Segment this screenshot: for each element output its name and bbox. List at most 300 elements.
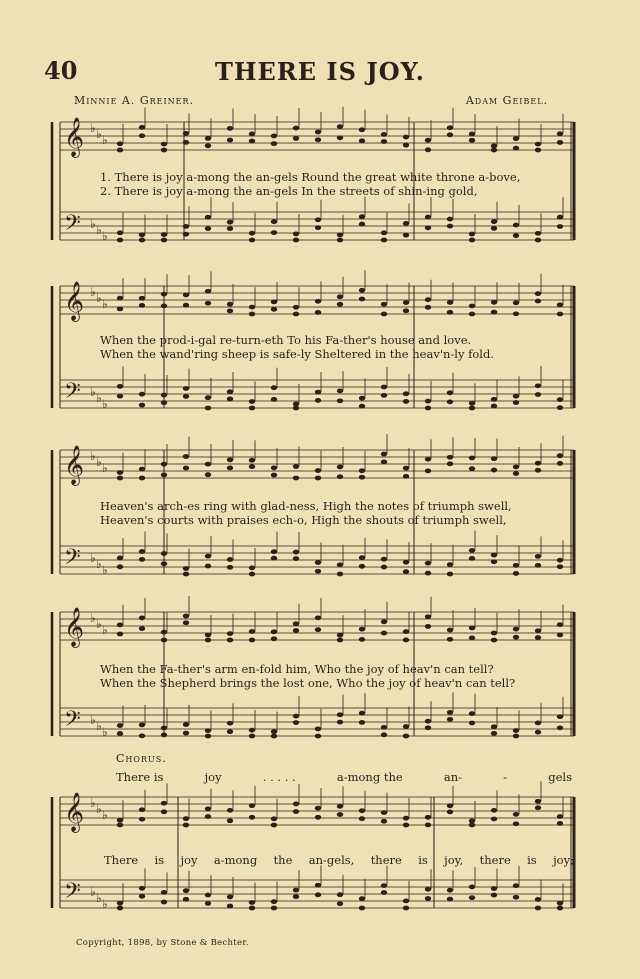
chorus-word: is <box>418 853 428 867</box>
note-head <box>425 823 431 828</box>
note-head <box>447 132 453 137</box>
note-head <box>271 134 277 139</box>
note-head <box>139 626 145 631</box>
bass-clef-icon: 𝄢 <box>64 707 81 737</box>
note-head <box>337 638 343 643</box>
note-head <box>183 897 189 902</box>
note-head <box>293 126 299 131</box>
note-head <box>227 808 233 813</box>
note-head <box>557 302 563 307</box>
note-head <box>425 138 431 143</box>
chorus-word: a-mong <box>213 853 258 867</box>
note-head <box>183 131 189 136</box>
note-head <box>293 136 299 141</box>
chorus-label: Chorus. <box>116 752 167 765</box>
note-head <box>469 466 475 471</box>
note-head <box>557 622 563 627</box>
note-head <box>491 404 497 409</box>
note-head <box>315 726 321 731</box>
note-head <box>381 302 387 307</box>
note-head <box>359 214 365 219</box>
note-head <box>117 564 123 569</box>
note-head <box>227 638 233 643</box>
note-head <box>469 895 475 900</box>
note-head <box>315 615 321 620</box>
note-head <box>337 712 343 717</box>
note-head <box>403 474 409 479</box>
note-head <box>183 293 189 298</box>
note-head <box>117 906 123 911</box>
note-head <box>359 396 365 401</box>
note-head <box>227 818 233 823</box>
treble-clef-icon: 𝄞 <box>64 445 85 485</box>
note-head <box>447 803 453 808</box>
note-head <box>249 815 255 820</box>
note-head <box>337 124 343 129</box>
note-head <box>557 821 563 826</box>
note-head <box>513 812 519 817</box>
note-head <box>447 461 453 466</box>
note-head <box>557 397 563 402</box>
note-head <box>359 906 365 911</box>
note-head <box>359 720 365 725</box>
note-head <box>315 390 321 395</box>
verse-1-line: When the prod-i-gal re-turn-eth To his Fa-ther's house and love. <box>100 333 472 347</box>
verse-1-line: Heaven's arch-es ring with glad-ness, High the notes of triumph swell, <box>100 499 512 513</box>
note-head <box>271 385 277 390</box>
note-head <box>337 135 343 140</box>
note-head <box>249 238 255 243</box>
note-head <box>293 238 299 243</box>
note-head <box>249 803 255 808</box>
note-head <box>139 557 145 562</box>
note-head <box>315 892 321 897</box>
note-head <box>139 549 145 554</box>
note-head <box>315 130 321 135</box>
note-head <box>469 635 475 640</box>
flat-icon: ♭ <box>96 719 102 733</box>
note-head <box>227 226 233 231</box>
note-head <box>337 302 343 307</box>
note-head <box>139 467 145 472</box>
note-head <box>513 146 519 151</box>
note-head <box>403 906 409 911</box>
flat-icon: ♭ <box>102 623 108 637</box>
note-head <box>381 230 387 235</box>
chorus-word: is <box>154 853 165 867</box>
flat-icon: ♭ <box>90 796 96 810</box>
note-head <box>513 563 519 568</box>
note-head <box>227 631 233 636</box>
note-head <box>447 888 453 893</box>
note-head <box>447 572 453 577</box>
note-head <box>447 300 453 305</box>
note-head <box>205 215 211 220</box>
note-head <box>227 565 233 570</box>
note-head <box>447 628 453 633</box>
note-head <box>271 729 277 734</box>
note-head <box>205 136 211 141</box>
note-head <box>183 566 189 571</box>
note-head <box>117 723 123 728</box>
bass-clef-icon: 𝄢 <box>64 211 81 241</box>
note-head <box>447 390 453 395</box>
note-head <box>491 886 497 891</box>
note-head <box>205 395 211 400</box>
note-head <box>315 217 321 222</box>
note-head <box>271 230 277 235</box>
note-head <box>293 464 299 469</box>
note-head <box>161 732 167 737</box>
note-head <box>315 806 321 811</box>
note-head <box>293 305 299 310</box>
note-head <box>513 734 519 739</box>
note-head <box>249 458 255 463</box>
note-head <box>117 823 123 828</box>
note-head <box>359 816 365 821</box>
note-head <box>183 816 189 821</box>
note-head <box>557 558 563 563</box>
note-head <box>183 823 189 828</box>
note-head <box>139 232 145 237</box>
composer-credit: Adam Geibel. <box>465 94 548 107</box>
note-head <box>337 474 343 479</box>
note-head <box>513 300 519 305</box>
note-head <box>161 472 167 477</box>
flat-icon: ♭ <box>102 397 108 411</box>
note-head <box>469 132 475 137</box>
note-head <box>117 394 123 399</box>
note-head <box>117 384 123 389</box>
note-head <box>315 627 321 632</box>
note-head <box>425 725 431 730</box>
note-head <box>425 561 431 566</box>
note-head <box>513 635 519 640</box>
note-head <box>447 455 453 460</box>
note-head <box>469 401 475 406</box>
note-head <box>469 406 475 411</box>
note-head <box>205 806 211 811</box>
note-head <box>491 631 497 636</box>
note-head <box>293 621 299 626</box>
note-head <box>315 468 321 473</box>
note-head <box>205 734 211 739</box>
note-head <box>139 886 145 891</box>
flat-icon: ♭ <box>102 897 108 911</box>
note-head <box>469 138 475 143</box>
note-head <box>205 301 211 306</box>
note-head <box>425 896 431 901</box>
note-head <box>227 904 233 909</box>
note-head <box>469 626 475 631</box>
chorus-word: joy; <box>553 853 574 867</box>
note-head <box>337 294 343 299</box>
note-head <box>491 731 497 736</box>
flat-icon: ♭ <box>90 449 96 463</box>
note-head <box>557 714 563 719</box>
note-head <box>447 710 453 715</box>
note-head <box>425 457 431 462</box>
note-head <box>403 221 409 226</box>
note-head <box>271 556 277 561</box>
note-head <box>469 823 475 828</box>
chorus-word: joy <box>204 770 222 784</box>
note-head <box>425 624 431 629</box>
note-head <box>469 556 475 561</box>
note-head <box>315 560 321 565</box>
note-head <box>359 288 365 293</box>
note-head <box>513 465 519 470</box>
note-head <box>161 726 167 731</box>
note-head <box>161 809 167 814</box>
note-head <box>359 637 365 642</box>
note-head <box>293 720 299 725</box>
note-head <box>139 133 145 138</box>
note-head <box>315 569 321 574</box>
note-head <box>425 887 431 892</box>
flat-icon: ♭ <box>96 891 102 905</box>
note-head <box>227 729 233 734</box>
note-head <box>249 464 255 469</box>
note-head <box>227 895 233 900</box>
note-head <box>425 305 431 310</box>
lyricist-credit: Minnie A. Greiner. <box>74 94 195 107</box>
note-head <box>139 303 145 308</box>
note-head <box>249 565 255 570</box>
note-head <box>403 135 409 140</box>
note-head <box>491 226 497 231</box>
note-head <box>293 802 299 807</box>
note-head <box>403 560 409 565</box>
note-head <box>117 731 123 736</box>
flat-icon: ♭ <box>90 385 96 399</box>
note-head <box>557 405 563 410</box>
note-head <box>447 399 453 404</box>
note-head <box>337 892 343 897</box>
note-head <box>425 215 431 220</box>
note-head <box>491 310 497 315</box>
note-head <box>491 893 497 898</box>
note-head <box>425 468 431 473</box>
note-head <box>205 226 211 231</box>
note-head <box>491 817 497 822</box>
note-head <box>139 476 145 481</box>
note-head <box>425 225 431 230</box>
note-head <box>249 231 255 236</box>
note-head <box>161 890 167 895</box>
note-head <box>403 899 409 904</box>
chorus-word: there <box>479 853 511 867</box>
note-head <box>271 473 277 478</box>
note-head <box>205 901 211 906</box>
note-head <box>227 309 233 314</box>
note-head <box>535 142 541 147</box>
bass-clef-icon: 𝄢 <box>64 879 81 909</box>
note-head <box>183 888 189 893</box>
note-head <box>425 815 431 820</box>
note-head <box>557 906 563 911</box>
note-head <box>403 308 409 313</box>
flat-icon: ♭ <box>90 217 96 231</box>
verse-2-line: 2. There is joy a-mong the an-gels In the streets of shin-ing gold, <box>100 184 478 198</box>
note-head <box>271 636 277 641</box>
note-head <box>403 638 409 643</box>
note-head <box>381 557 387 562</box>
note-head <box>403 233 409 238</box>
note-head <box>205 554 211 559</box>
note-head <box>205 814 211 819</box>
note-head <box>271 549 277 554</box>
chorus-word: joy, <box>444 853 464 867</box>
flat-icon: ♭ <box>90 285 96 299</box>
note-head <box>381 132 387 137</box>
note-head <box>161 400 167 405</box>
note-head <box>359 711 365 716</box>
note-head <box>271 629 277 634</box>
note-head <box>227 721 233 726</box>
note-head <box>557 901 563 906</box>
note-head <box>491 300 497 305</box>
note-head <box>359 222 365 227</box>
note-head <box>359 127 365 132</box>
note-head <box>403 466 409 471</box>
note-head <box>425 571 431 576</box>
note-head <box>293 809 299 814</box>
chorus-word: gels <box>548 770 572 784</box>
note-head <box>161 292 167 297</box>
note-head <box>513 394 519 399</box>
note-head <box>161 801 167 806</box>
flat-icon: ♭ <box>96 223 102 237</box>
note-head <box>513 895 519 900</box>
note-head <box>403 300 409 305</box>
verse-2-line: When the wand'ring sheep is safe-ly Sheltered in the heav'n-ly fold. <box>100 347 494 361</box>
note-head <box>513 471 519 476</box>
note-head <box>117 818 123 823</box>
note-head <box>557 224 563 229</box>
note-head <box>337 720 343 725</box>
note-head <box>337 572 343 577</box>
note-head <box>359 475 365 480</box>
note-head <box>183 394 189 399</box>
note-head <box>117 148 123 153</box>
note-head <box>513 233 519 238</box>
note-head <box>535 554 541 559</box>
note-head <box>249 728 255 733</box>
chorus-word: an-gels, <box>308 853 355 867</box>
note-head <box>403 143 409 148</box>
note-head <box>447 310 453 315</box>
note-head <box>535 231 541 236</box>
note-head <box>271 397 277 402</box>
note-head <box>535 468 541 473</box>
note-head <box>337 388 343 393</box>
note-head <box>557 633 563 638</box>
note-head <box>535 383 541 388</box>
note-head <box>183 303 189 308</box>
note-head <box>359 627 365 632</box>
note-head <box>447 809 453 814</box>
note-head <box>161 638 167 643</box>
note-head <box>271 307 277 312</box>
flat-icon: ♭ <box>102 297 108 311</box>
note-head <box>205 289 211 294</box>
note-head <box>139 807 145 812</box>
note-head <box>557 725 563 730</box>
note-head <box>513 728 519 733</box>
note-head <box>205 564 211 569</box>
note-head <box>447 637 453 642</box>
note-head <box>535 906 541 911</box>
note-head <box>403 569 409 574</box>
note-head <box>117 238 123 243</box>
note-head <box>469 711 475 716</box>
note-head <box>381 139 387 144</box>
note-head <box>381 565 387 570</box>
note-head <box>469 456 475 461</box>
note-head <box>557 461 563 466</box>
note-head <box>183 232 189 237</box>
note-head <box>227 397 233 402</box>
note-head <box>117 141 123 146</box>
note-head <box>513 883 519 888</box>
note-head <box>293 550 299 555</box>
note-head <box>315 476 321 481</box>
chorus-upper-words <box>116 770 572 784</box>
note-head <box>249 139 255 144</box>
note-head <box>381 732 387 737</box>
flat-icon: ♭ <box>96 617 102 631</box>
note-head <box>161 148 167 153</box>
note-head <box>557 312 563 317</box>
note-head <box>183 722 189 727</box>
note-head <box>315 398 321 403</box>
note-head <box>271 899 277 904</box>
note-head <box>161 304 167 309</box>
note-head <box>315 137 321 142</box>
note-head <box>403 823 409 828</box>
note-head <box>535 299 541 304</box>
note-head <box>337 804 343 809</box>
note-head <box>117 306 123 311</box>
note-head <box>447 224 453 229</box>
note-head <box>359 138 365 143</box>
note-head <box>249 312 255 317</box>
note-head <box>183 620 189 625</box>
note-head <box>183 614 189 619</box>
note-head <box>139 296 145 301</box>
chorus-word: There is <box>116 770 164 784</box>
flat-icon: ♭ <box>96 391 102 405</box>
page-number: 40 <box>44 56 78 85</box>
note-head <box>227 389 233 394</box>
note-head <box>161 462 167 467</box>
note-head <box>227 138 233 143</box>
note-head <box>293 312 299 317</box>
bass-clef-icon: 𝄢 <box>64 379 81 409</box>
note-head <box>557 215 563 220</box>
note-head <box>469 304 475 309</box>
note-head <box>249 900 255 905</box>
note-head <box>205 893 211 898</box>
note-head <box>381 385 387 390</box>
verse-2-line: When the Shepherd brings the lost one, Who the joy of heav'n can tell? <box>100 676 516 690</box>
note-head <box>447 717 453 722</box>
note-head <box>513 400 519 405</box>
note-head <box>535 563 541 568</box>
note-head <box>293 894 299 899</box>
note-head <box>183 224 189 229</box>
